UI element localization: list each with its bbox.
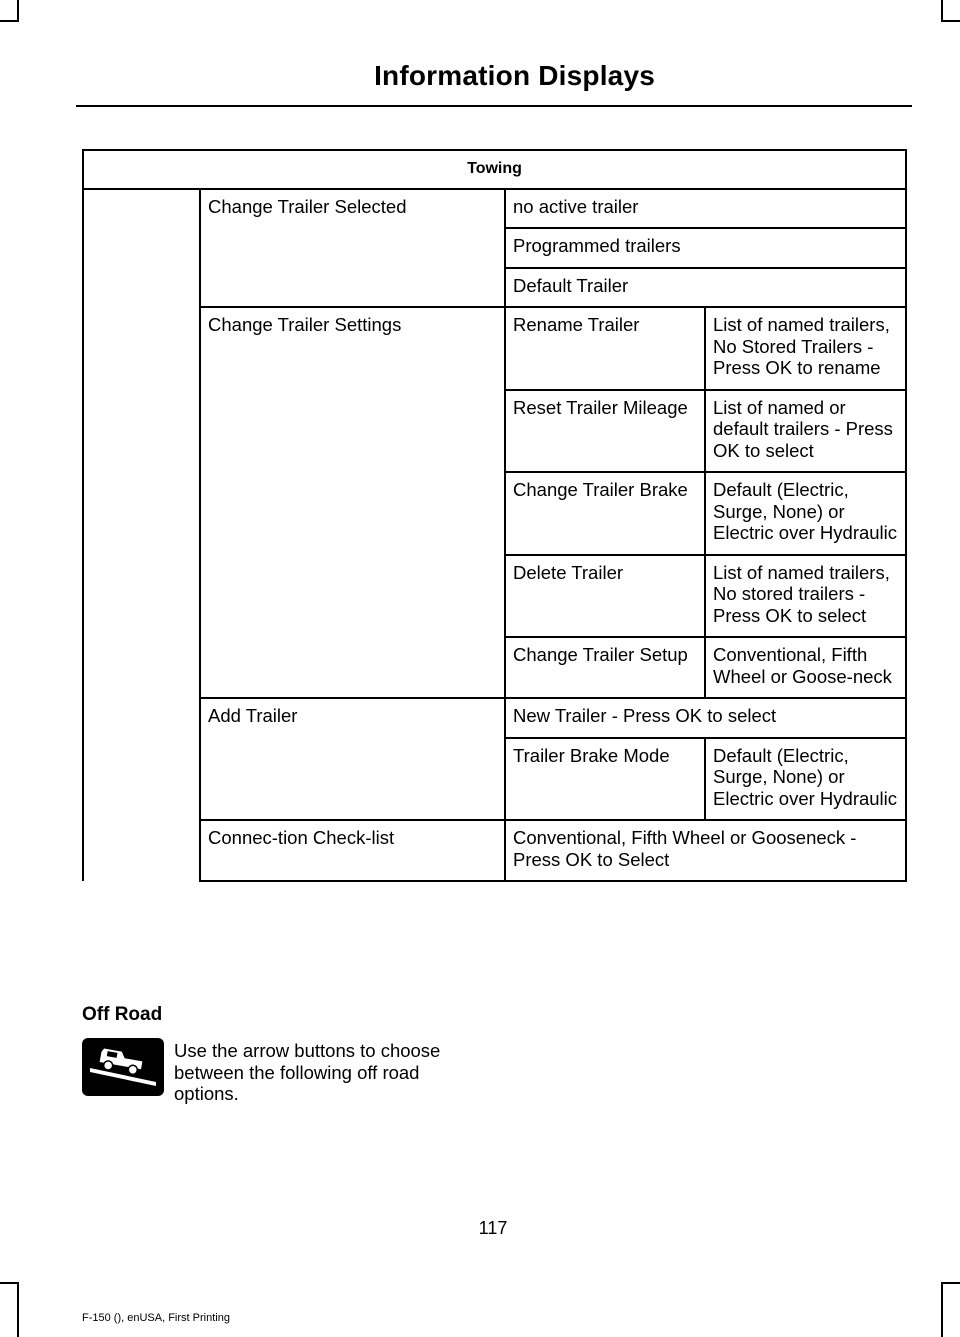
rename-trailer-label: Rename Trailer (505, 307, 705, 390)
change-trailer-setup-desc: Conventional, Fifth Wheel or Goose-neck (705, 637, 906, 698)
table-title: Towing (83, 150, 906, 189)
delete-trailer-label: Delete Trailer (505, 555, 705, 638)
table-row (83, 698, 906, 738)
crop-mark-bottom-left-h (0, 1282, 19, 1284)
reset-trailer-mileage-label: Reset Trailer Mileage (505, 390, 705, 473)
crop-mark-top-right (941, 0, 943, 22)
blank-cell (83, 189, 200, 882)
crop-mark-top-left (17, 0, 19, 22)
change-trailer-brake-label: Change Trailer Brake (505, 472, 705, 555)
off-road-description: Use the arrow buttons to choose between the following off road options. (174, 1040, 441, 1104)
change-trailer-selected-label: Change Trailer Selected (200, 189, 505, 308)
option-default-trailer: Default Trailer (505, 268, 906, 308)
trailer-brake-mode-desc: Default (Electric, Surge, None) or Electric over Hydraulic (705, 738, 906, 821)
change-trailer-setup-label: Change Trailer Setup (505, 637, 705, 698)
table-row (83, 820, 906, 881)
change-trailer-settings-label: Change Trailer Settings (200, 307, 505, 698)
towing-table (82, 149, 907, 882)
crop-mark-top-left-h (0, 20, 19, 22)
table-row (83, 307, 906, 390)
trailer-brake-mode-label: Trailer Brake Mode (505, 738, 705, 821)
crop-mark-top-right-h (941, 20, 960, 22)
footer-text: F-150 (), enUSA, First Printing (82, 1312, 230, 1324)
crop-mark-bottom-right-h (941, 1282, 960, 1284)
page-title: Information Displays (374, 60, 655, 91)
connection-checklist-desc: Conventional, Fifth Wheel or Gooseneck - Press OK to Select (505, 820, 906, 881)
off-road-heading: Off Road (82, 1004, 163, 1025)
table-row (83, 189, 906, 229)
connection-checklist-label: Connec-tion Check-list (200, 820, 505, 881)
option-programmed-trailers: Programmed trailers (505, 228, 906, 268)
reset-trailer-mileage-desc: List of named or default trailers - Press OK to select (705, 390, 906, 473)
off-road-vehicle-icon (82, 1038, 164, 1096)
table-header-row (83, 150, 906, 189)
new-trailer-option: New Trailer - Press OK to select (505, 698, 906, 738)
crop-mark-bottom-left (17, 1282, 19, 1337)
rename-trailer-desc: List of named trailers, No Stored Trailers - Press OK to rename (705, 307, 906, 390)
add-trailer-label: Add Trailer (200, 698, 505, 820)
crop-mark-bottom-right (941, 1282, 943, 1337)
option-no-active-trailer: no active trailer (505, 189, 906, 229)
header-divider (76, 105, 912, 107)
page-number: 117 (478, 1218, 508, 1238)
delete-trailer-desc: List of named trailers, No stored trailers - Press OK to select (705, 555, 906, 638)
change-trailer-brake-desc: Default (Electric, Surge, None) or Electric over Hydraulic (705, 472, 906, 555)
